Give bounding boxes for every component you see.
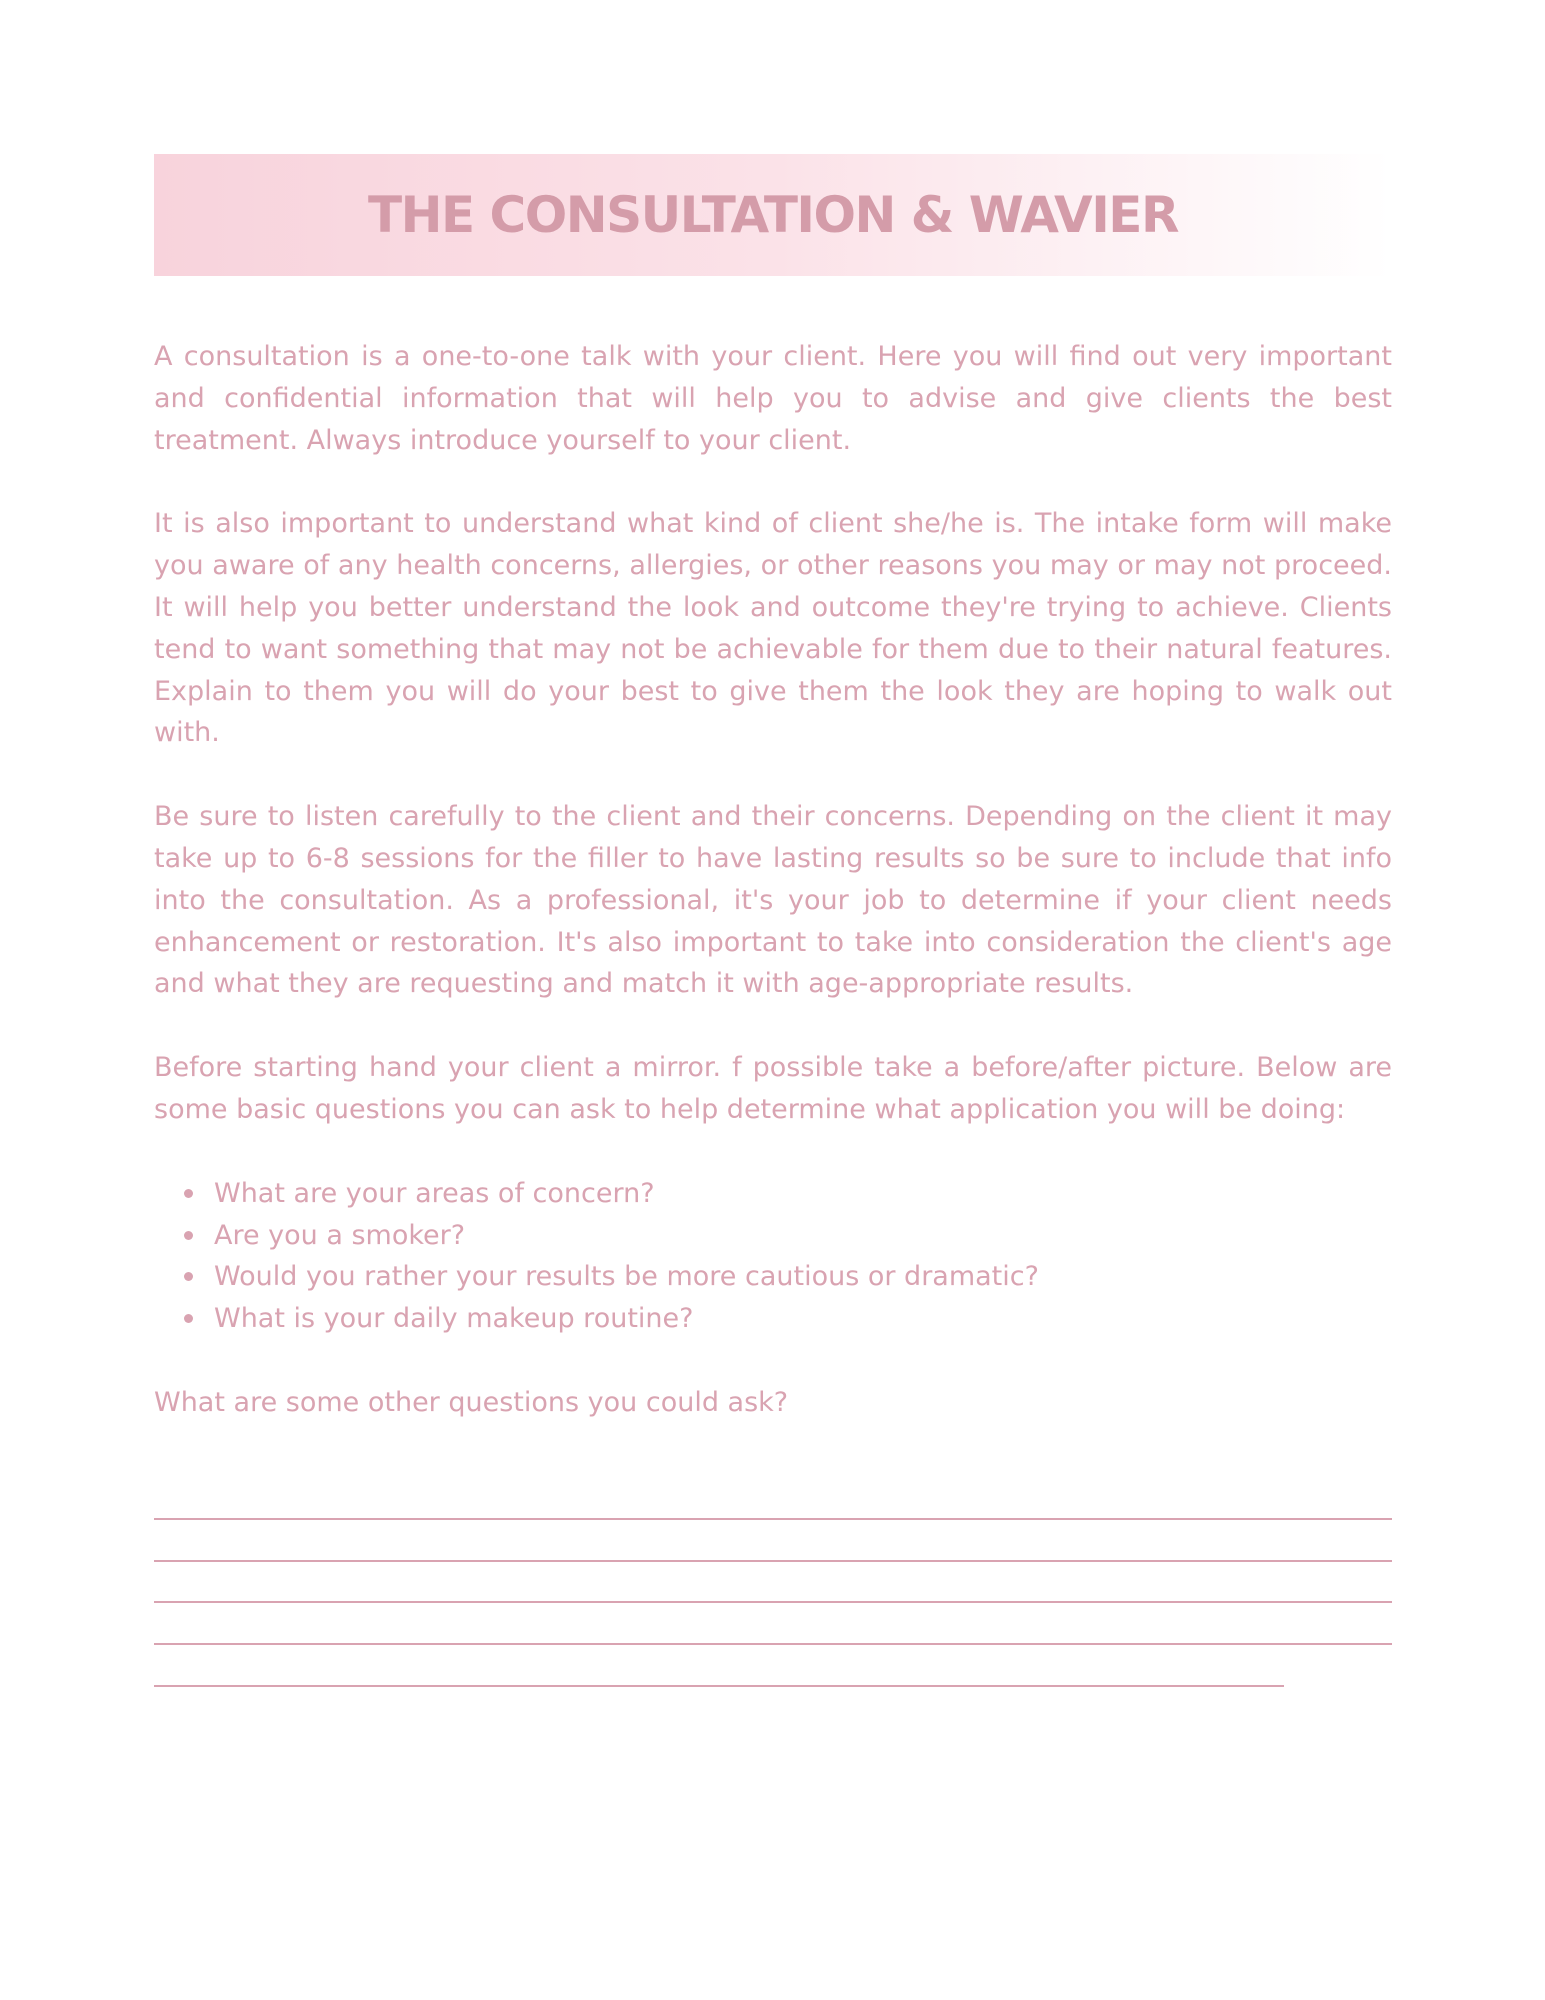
answer-line	[154, 1655, 1284, 1697]
answer-line	[154, 1613, 1392, 1655]
answer-line	[154, 1571, 1392, 1613]
title-banner	[154, 154, 1392, 276]
answer-line	[154, 1530, 1392, 1572]
paragraph-client-understanding: It is also important to understand what kind of client she/he is. The intake form will make you aware of any health concerns, allergies, or other reasons you may or may not proceed. It will help you better understand the look and outcome they're trying to achieve. Clients tend to want something that may not be achievable for them due to their natural features. Explain to them you will do your best to give them the look they are hoping to walk out with.	[154, 508, 1392, 749]
bullet-icon	[184, 1314, 193, 1323]
page-title: THE CONSULTATION & WAVIER	[368, 186, 1178, 244]
list-item	[154, 1215, 1392, 1257]
question-text: Would you rather your results be more cautious or dramatic?	[214, 1261, 1039, 1293]
list-item	[154, 1298, 1392, 1340]
bullet-icon	[184, 1272, 193, 1281]
document-page	[154, 154, 1392, 1697]
answer-line	[154, 1488, 1392, 1530]
question-text: Are you a smoker?	[214, 1219, 466, 1251]
question-list	[154, 1173, 1392, 1340]
question-prompt: What are some other questions you could ask?	[154, 1386, 789, 1418]
paragraph-listen-carefully: Be sure to listen carefully to the client and their concerns. Depending on the client it may take up to 6-8 sessions for the filler to have lasting results so be sure to include that info into the consultation. As a professional, it's your job to determine if your client needs enhancement or restoration. It's also important to take into consideration the client's age and what they are requesting and match it with age-appropriate results.	[154, 801, 1392, 1000]
paragraph-before-starting: Before starting hand your client a mirror. f possible take a before/after picture. Below are some basic questions you can ask to help determine what application you will be doing:	[154, 1052, 1392, 1125]
list-item	[154, 1173, 1392, 1215]
bullet-icon	[184, 1231, 193, 1240]
answer-lines	[154, 1488, 1392, 1697]
question-text: What is your daily makeup routine?	[214, 1303, 694, 1335]
document-body	[154, 336, 1392, 1697]
paragraph-intro: A consultation is a one-to-one talk with your client. Here you will find out very important and confidential information that will help you to advise and give clients the best treatment. Always introduce yourself to your client.	[154, 341, 1392, 456]
list-item	[154, 1256, 1392, 1298]
question-text: What are your areas of concern?	[214, 1177, 655, 1209]
bullet-icon	[184, 1189, 193, 1198]
